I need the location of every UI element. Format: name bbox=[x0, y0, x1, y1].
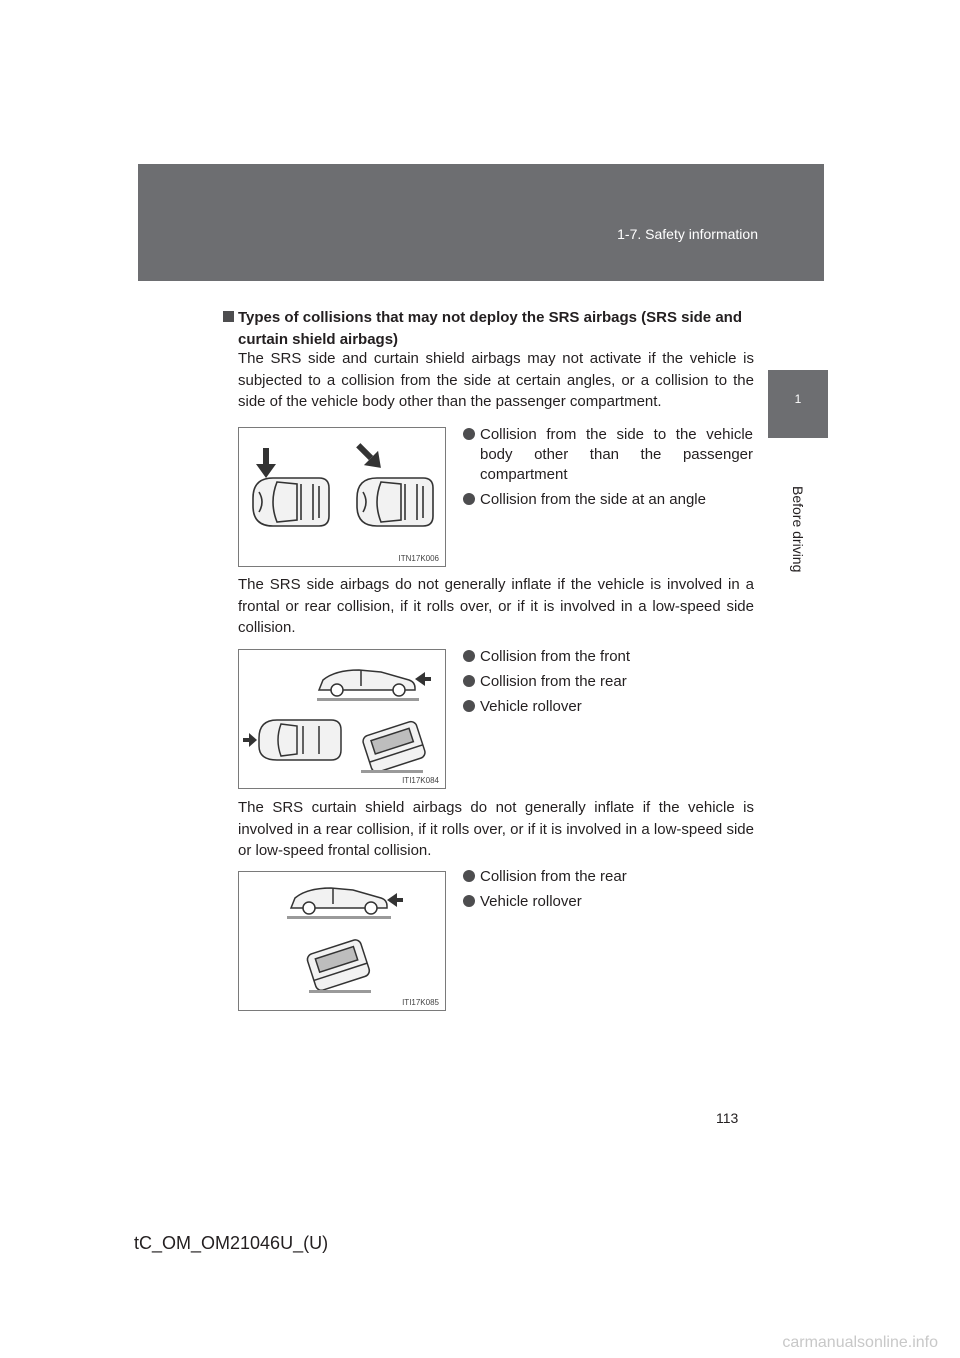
header-band bbox=[138, 164, 824, 281]
front-rear-rollover-illustration bbox=[239, 650, 445, 788]
list-item bbox=[463, 867, 753, 887]
chapter-tab bbox=[768, 370, 828, 438]
bullet-icon bbox=[463, 428, 475, 440]
bullet-icon bbox=[463, 493, 475, 505]
chapter-label: Before driving bbox=[790, 486, 806, 573]
list-item-text: Vehicle rollover bbox=[480, 893, 582, 910]
page-number: 113 bbox=[716, 1110, 739, 1126]
bullet-icon bbox=[463, 675, 475, 687]
figure-2-bullets bbox=[463, 647, 753, 722]
arrow-diagonal-icon bbox=[351, 438, 388, 475]
list-item-text: Collision from the rear bbox=[480, 673, 627, 690]
square-bullet-icon bbox=[223, 311, 234, 322]
car-top-view-1 bbox=[253, 478, 329, 526]
list-item bbox=[463, 647, 753, 667]
list-item-text: Collision from the side to the vehicle body other than the passenger compartment bbox=[480, 426, 753, 483]
list-item bbox=[463, 490, 753, 510]
section-heading bbox=[223, 307, 763, 351]
list-item-text: Vehicle rollover bbox=[480, 698, 582, 715]
section-title: 1-7. Safety information bbox=[617, 226, 758, 242]
list-item-text: Collision from the rear bbox=[480, 868, 627, 885]
figure-1-bullets bbox=[463, 425, 753, 515]
paragraph-1: The SRS side and curtain shield airbags may not activate if the vehicle is subjected to a collision from the side at certain angles, or a collision to the side of the vehicle body other than the passenger compartment. bbox=[238, 350, 754, 410]
list-item-text: Collision from the side at an angle bbox=[480, 491, 706, 508]
car-rollover bbox=[306, 938, 371, 991]
bullet-icon bbox=[463, 700, 475, 712]
bullet-icon bbox=[463, 870, 475, 882]
list-item bbox=[463, 425, 753, 485]
list-item bbox=[463, 672, 753, 692]
car-side-view bbox=[319, 670, 415, 696]
ground-line bbox=[317, 698, 419, 701]
car-side-view bbox=[291, 888, 387, 914]
figure-code: ITN17K006 bbox=[398, 554, 439, 563]
rear-rollover-illustration bbox=[239, 872, 445, 1010]
document-id: tC_OM_OM21046U_(U) bbox=[134, 1233, 329, 1253]
figure-side-collisions bbox=[238, 427, 446, 567]
car-rollover bbox=[362, 720, 427, 773]
bullet-icon bbox=[463, 895, 475, 907]
arrow-right-icon bbox=[243, 733, 257, 747]
ground-line bbox=[361, 770, 423, 773]
arrow-left-icon bbox=[415, 672, 431, 686]
figure-code: ITI17K084 bbox=[402, 776, 439, 785]
section-heading-text: Types of collisions that may not deploy the SRS airbags (SRS side and curtain shield airbags) bbox=[238, 309, 742, 348]
figure-rear-rollover bbox=[238, 871, 446, 1011]
figure-code: ITI17K085 bbox=[402, 998, 439, 1007]
list-item bbox=[463, 697, 753, 717]
arrow-left-icon bbox=[387, 893, 403, 907]
ground-line bbox=[287, 916, 391, 919]
ground-line bbox=[309, 990, 371, 993]
figure-3-bullets bbox=[463, 867, 753, 917]
chapter-number: 1 bbox=[794, 392, 802, 406]
car-top-view-2 bbox=[357, 478, 433, 526]
side-collision-illustration bbox=[239, 428, 445, 566]
figure-front-rear-rollover bbox=[238, 649, 446, 789]
paragraph-3: The SRS curtain shield airbags do not generally inflate if the vehicle is involved in a rear collision, if it rolls over, or if it is involved in a low-speed side or low-speed frontal collision. bbox=[238, 799, 754, 859]
list-item bbox=[463, 892, 753, 912]
paragraph-2: The SRS side airbags do not generally inflate if the vehicle is involved in a frontal or rear collision, if it rolls over, or if it is involved in a low-speed side collision. bbox=[238, 576, 754, 636]
arrow-down-icon bbox=[256, 448, 276, 478]
list-item-text: Collision from the front bbox=[480, 648, 631, 665]
car-top-view bbox=[259, 720, 341, 760]
watermark: carmanualsonline.info bbox=[782, 1334, 938, 1351]
bullet-icon bbox=[463, 650, 475, 662]
